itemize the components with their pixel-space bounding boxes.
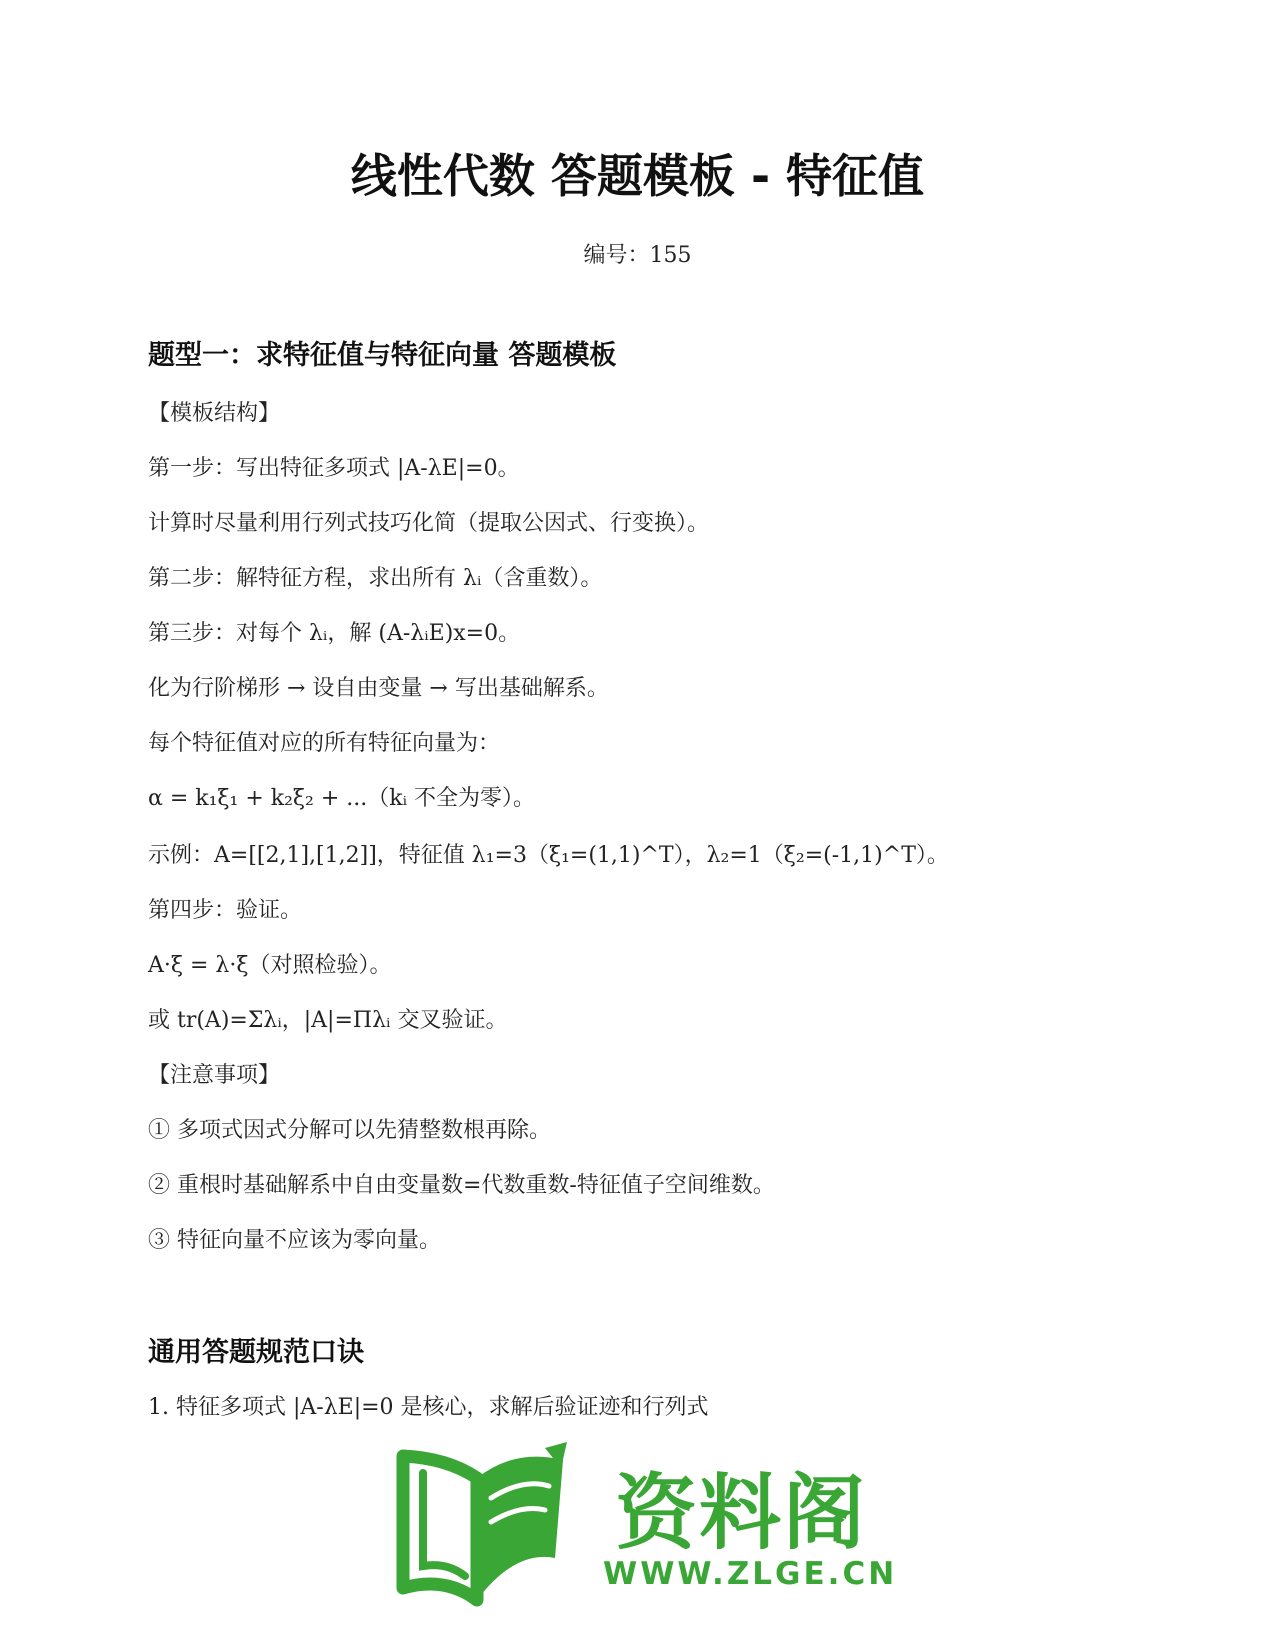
step-1-line: 第一步：写出特征多项式 |A-λE|=0。 [148,456,520,481]
document-number: 编号：155 [583,243,692,268]
notes-label: 【注意事项】 [148,1063,281,1088]
note-1: ① 多项式因式分解可以先猜整数根再除。 [148,1118,551,1143]
example-line: 示例：A=[[2,1],[1,2]]，特征值 λ₁=3（ξ₁=(1,1)^T），λ₂=1（ξ₂=(-1,1)^T）。 [148,843,949,868]
open-book-icon [395,1438,595,1618]
document-title: 线性代数 答题模板 - 特征值 [350,149,925,203]
note-2: ② 重根时基础解系中自由变量数=代数重数-特征值子空间维数。 [148,1173,775,1198]
watermark [395,1438,898,1618]
template-structure-label: 【模板结构】 [148,401,281,426]
section-heading-1: 题型一：求特征值与特征向量 答题模板 [148,340,617,371]
eigenvector-formula: α = k₁ξ₁ + k₂ξ₂ + ...（kᵢ 不全为零）。 [148,786,536,811]
section-heading-2: 通用答题规范口诀 [148,1337,364,1368]
mnemonic-1: 1. 特征多项式 |A-λE|=0 是核心，求解后验证迹和行列式 [148,1395,709,1420]
step-4-line: 第四步：验证。 [148,898,303,923]
step-3-line: 第三步：对每个 λᵢ，解 (A-λᵢE)x=0。 [148,621,521,646]
step-1-note: 计算时尽量利用行列式技巧化简（提取公因式、行变换）。 [148,511,710,536]
watermark-brand: 资料阁 [615,1466,868,1561]
trace-determinant-check: 或 tr(A)=Σλᵢ，|A|=Πλᵢ 交叉验证。 [148,1008,508,1033]
step-2-line: 第二步：解特征方程，求出所有 λᵢ（含重数）。 [148,566,603,591]
verify-formula: A·ξ = λ·ξ（对照检验）。 [148,953,392,978]
step-3-note: 化为行阶梯形 → 设自由变量 → 写出基础解系。 [148,676,609,701]
watermark-url: WWW.ZLGE.CN [603,1556,898,1592]
eigenvector-intro: 每个特征值对应的所有特征向量为： [148,731,501,756]
note-3: ③ 特征向量不应该为零向量。 [148,1228,441,1253]
